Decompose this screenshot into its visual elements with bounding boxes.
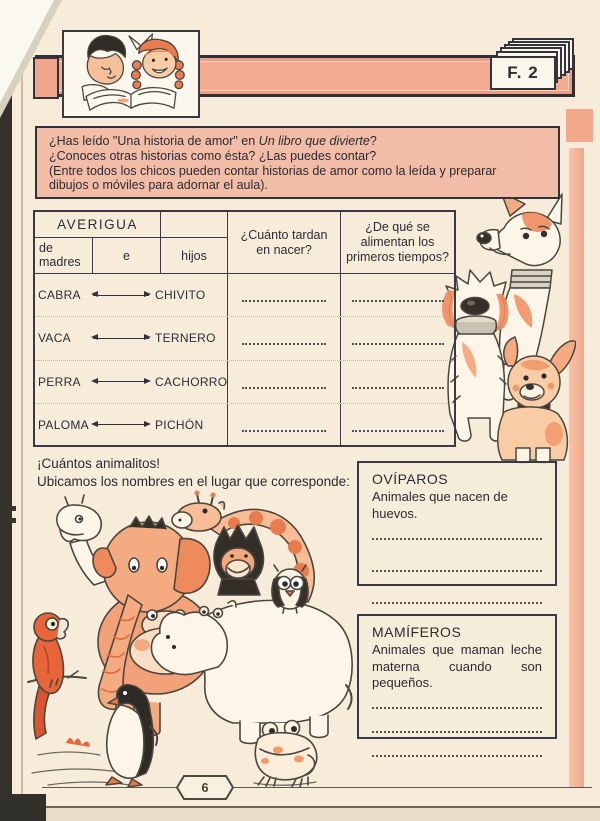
f2-label: F. 2: [507, 63, 539, 82]
activity-prompt: [37, 455, 350, 491]
child-animal: PICHÓN: [155, 417, 204, 432]
answer-blank[interactable]: [242, 424, 326, 432]
mother-animal: VACA: [38, 331, 71, 346]
lesson-tab-label: [490, 56, 556, 90]
child-animal: CHIVITO: [155, 288, 206, 303]
mother-animal: CABRA: [38, 288, 81, 303]
child-animal: CACHORRO: [155, 374, 228, 389]
oviparos-description: Animales que nacen de huevos.: [372, 489, 508, 521]
answer-blank[interactable]: [372, 707, 542, 709]
animals-group-illustration: [8, 487, 358, 795]
f2-card-stack: [476, 38, 576, 96]
averigua-table: [33, 210, 456, 447]
answer-blank[interactable]: [372, 602, 542, 604]
gutter-mark: [8, 506, 16, 511]
mother-animal: PERRA: [38, 374, 81, 389]
answer-blank[interactable]: [372, 538, 542, 540]
table-header: [35, 212, 454, 274]
scan-dark-corner: [0, 794, 46, 821]
animal-pair: [35, 404, 228, 446]
double-arrow-icon: [93, 381, 149, 382]
table-row: [35, 403, 454, 446]
answer-blank[interactable]: [352, 381, 444, 389]
answer-cell: [341, 274, 454, 316]
footer-rule: [42, 787, 592, 788]
answer-blank[interactable]: [242, 381, 326, 389]
answer-blank[interactable]: [372, 731, 542, 733]
next-page-edge: [46, 808, 600, 821]
column-header-hijos: hijos: [161, 238, 228, 273]
column-header-madres: de madres: [35, 238, 93, 273]
children-reading-drawing: [64, 32, 198, 116]
mamiferos-title: MAMÍFEROS: [372, 624, 462, 640]
dogs-illustration: [438, 186, 576, 477]
children-reading-illustration: [62, 30, 200, 118]
answer-cell: [228, 404, 341, 446]
answer-cell: [341, 361, 454, 403]
intro-line-1: ¿Has leído "Una historia de amor" en Un libro que divierte?: [49, 134, 377, 148]
book-title-italic: Un libro que divierte: [258, 134, 370, 148]
intro-line-3: (Entre todos los chicos pueden contar historias de amor como la leída y preparar: [49, 163, 497, 178]
intro-line-4: dibujos o móviles para adornar el aula).: [49, 178, 268, 193]
column-header-conjunction: e: [93, 238, 161, 273]
oviparos-box: [357, 461, 557, 586]
decorative-square-right: [566, 109, 593, 142]
mamiferos-description: Animales que maman leche materna cuando son pequeños.: [372, 642, 542, 690]
animal-pair: [35, 361, 228, 403]
column-header-alimentan: ¿De qué se alimentan los primeros tiempos?: [346, 220, 449, 264]
oviparos-title: OVÍPAROS: [372, 471, 449, 487]
page-number: 6: [201, 780, 209, 795]
double-arrow-icon: [93, 295, 149, 296]
animals-drawing: [8, 487, 358, 790]
table-row: [35, 274, 454, 316]
dogs-drawing: [438, 186, 576, 472]
decorative-square-left: [33, 57, 59, 99]
answer-cell: [228, 274, 341, 316]
mother-animal: PALOMA: [38, 417, 89, 432]
answer-cell: [228, 317, 341, 359]
answer-blank[interactable]: [352, 424, 444, 432]
table-title: AVERIGUA: [35, 212, 161, 238]
table-row: [35, 316, 454, 359]
answer-blank[interactable]: [372, 755, 542, 757]
answer-blank[interactable]: [352, 294, 444, 302]
answer-cell: [228, 361, 341, 403]
intro-line-2: ¿Conoces otras historias como ésta? ¿Las puedes contar?: [49, 148, 377, 163]
prompt-line-1: ¡Cuántos animalitos!: [37, 456, 161, 471]
empty-header-cell: [161, 212, 228, 238]
child-animal: TERNERO: [155, 331, 216, 346]
double-arrow-icon: [93, 338, 149, 339]
intro-question-box: [35, 126, 560, 199]
answer-blank[interactable]: [242, 337, 326, 345]
prompt-line-2: Ubicamos los nombres en el lugar que corresponde:: [37, 474, 350, 489]
table-row: [35, 360, 454, 403]
answer-cell: [341, 317, 454, 359]
mamiferos-box: [357, 614, 557, 739]
table-body: [35, 274, 454, 446]
answer-cell: [341, 404, 454, 446]
page-number-badge: [176, 775, 234, 800]
animal-pair: [35, 317, 228, 359]
answer-blank[interactable]: [242, 294, 326, 302]
answer-blank[interactable]: [352, 337, 444, 345]
double-arrow-icon: [93, 424, 149, 425]
gutter-mark: [8, 518, 16, 523]
answer-blank[interactable]: [372, 570, 542, 572]
animal-pair: [35, 274, 228, 316]
column-header-cuanto-tardan: ¿Cuánto tardan en nacer?: [228, 212, 341, 273]
